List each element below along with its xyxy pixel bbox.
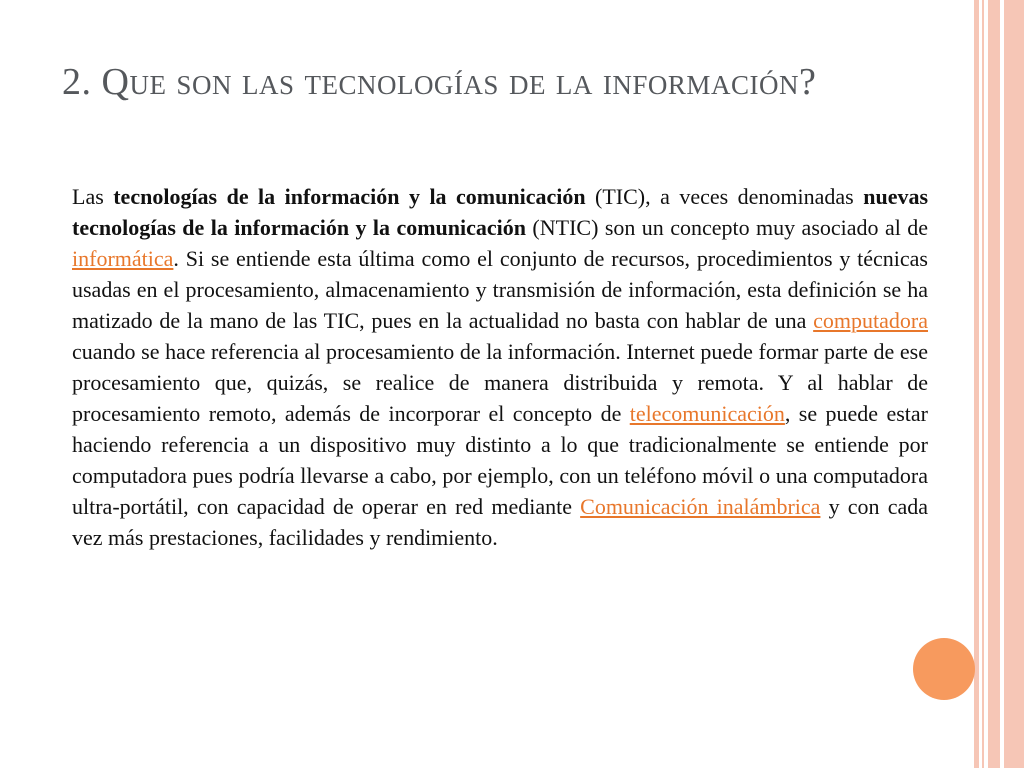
body-paragraph — [72, 181, 928, 553]
decorative-circle — [913, 638, 975, 700]
link-telecomunicacion[interactable]: telecomunicación — [629, 401, 785, 426]
decorative-stripe — [988, 0, 1000, 768]
paragraph-text: cuando se hace referencia al procesamiento de la información. Internet puede formar parte de ese procesamiento que, quizás, se realice de manera distribuida y remota. Y al hablar de procesamiento remoto, además de incorporar el concepto de — [72, 339, 928, 426]
paragraph-text: (NTIC) son un concepto muy asociado al de — [526, 215, 928, 240]
paragraph-text: Las — [72, 184, 114, 209]
slide-title: 2. Que son las tecnologías de la información? — [62, 61, 817, 103]
paragraph-text: y con cada vez más prestaciones, facilidades y rendimiento. — [72, 494, 929, 550]
paragraph-text: . Si se entiende esta última como el conjunto de recursos, procedimientos y técnicas usadas en el procesamiento, almacenamiento y transmisión de información, esta definición se ha matizado de la mano de las TIC, pues en la actualidad no basta con hablar de una — [72, 246, 928, 333]
paragraph-text: (TIC), a veces denominadas — [585, 184, 864, 209]
bold-term-ntic: nuevas tecnologías de la información y la comunicación — [72, 184, 929, 240]
bold-term-tic: tecnologías de la información y la comunicación — [113, 184, 586, 209]
decorative-stripe — [1004, 0, 1024, 768]
link-informatica[interactable]: informática — [72, 246, 174, 271]
paragraph-text: , se puede estar haciendo referencia a un dispositivo muy distinto a lo que tradicionalmente se entiende por computadora pues podría llevarse a cabo, por ejemplo, con un teléfono móvil o una computadora ultra-portátil, con capacidad de operar en red mediante — [72, 401, 929, 519]
decorative-stripe — [982, 0, 984, 768]
link-comunicacion-inalambrica[interactable]: Comunicación inalámbrica — [580, 494, 821, 519]
link-computadora[interactable]: computadora — [813, 308, 928, 333]
decorative-stripe — [974, 0, 979, 768]
